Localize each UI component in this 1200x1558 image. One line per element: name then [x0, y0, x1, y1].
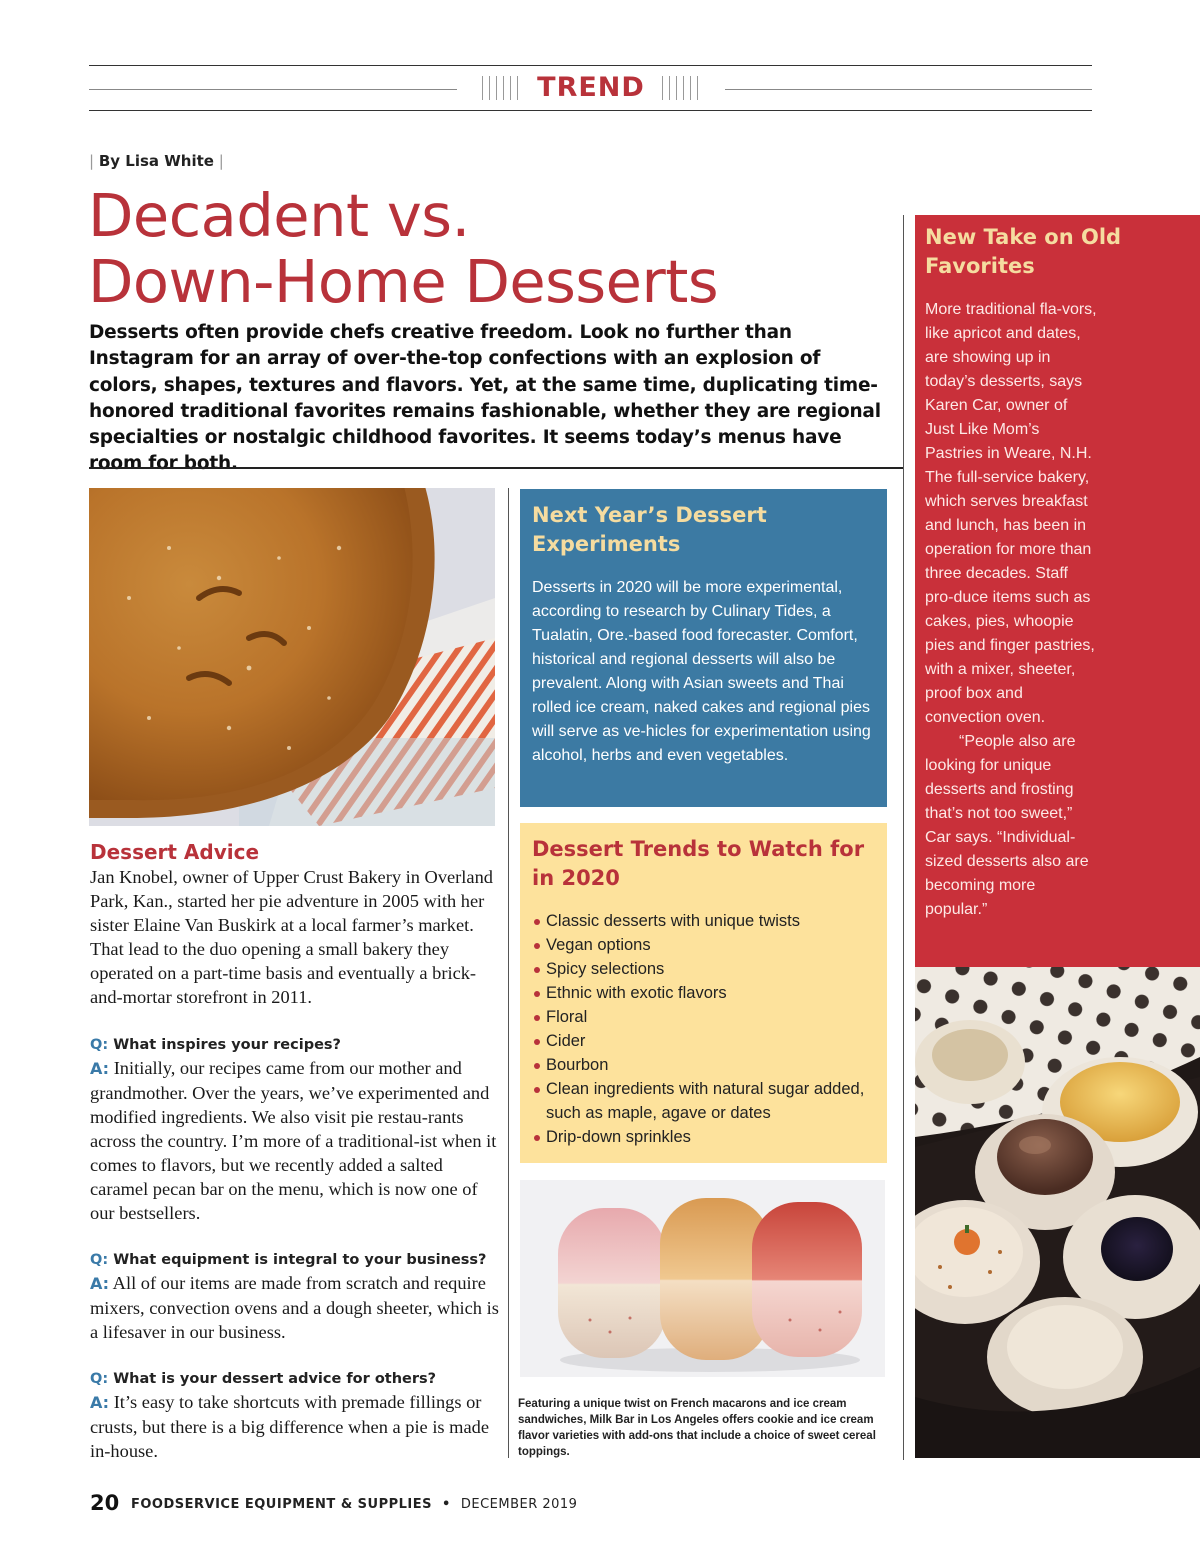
question: [90, 1034, 502, 1056]
question: [90, 1368, 502, 1390]
byline-text: By Lisa White: [98, 152, 214, 170]
list-item: Clean ingredients with natural sugar added, such as maple, agave or dates: [532, 1077, 875, 1125]
answer: [90, 1271, 502, 1344]
answer-text: It’s easy to take shortcuts with premade fillings or crusts, but there is a big difference when a pie is made in-house.: [90, 1392, 490, 1461]
header-ticks-left: [482, 76, 522, 100]
trends-list: [532, 909, 875, 1149]
header-bottom-rule: [89, 110, 1092, 111]
cupcake-photo: [915, 967, 1200, 1458]
separator-dot: •: [442, 1497, 451, 1512]
headline-line-2: Down-Home Desserts: [88, 247, 719, 316]
qa-item: [90, 1368, 502, 1463]
answer-text: All of our items are made from scratch and require mixers, convection ovens and a dough sheeter, which is a lifesaver in our business.: [90, 1273, 499, 1342]
sidebar-title: New Take on Old Favorites: [925, 225, 1122, 278]
sidebar-box: [915, 215, 1200, 967]
question-label: Q:: [90, 1371, 109, 1387]
experiments-box: [520, 489, 887, 807]
byline: | By Lisa White |: [89, 152, 224, 170]
photo-caption: Featuring a unique twist on French macarons and ice cream sandwiches, Milk Bar in Los Angeles offers cookie and ice cream flavor varieties with add-ons that include a choice of sweet cereal toppings.: [518, 1398, 876, 1458]
header-rule-left: [89, 89, 457, 90]
headline-line-1: Decadent vs.: [88, 181, 470, 250]
issue-date: DECEMBER 2019: [460, 1497, 578, 1512]
answer-label: A:: [90, 1274, 110, 1293]
column-rule: [508, 488, 509, 1458]
question: [90, 1249, 502, 1271]
headline: [88, 183, 888, 315]
list-item: Ethnic with exotic flavors: [532, 981, 875, 1005]
page-number: 20: [90, 1491, 120, 1515]
advice-title: Dessert Advice: [90, 840, 260, 864]
sidebar-text: [925, 298, 1100, 922]
experiments-text: Desserts in 2020 will be more experimental, according to research by Culinary Tides, a Tualatin, Ore.-based food forecaster. Comfort, historical and regional desserts will also be prevalent. Along with Asian sweets and Thai rolled ice cream, naked cakes and regional pies will serve as ve-hicles for experimentation using alcohol, herbs and even vegetables.: [532, 579, 871, 764]
list-item: Cider: [532, 1029, 875, 1053]
answer-text: Initially, our recipes came from our mother and grandmother. Over the years, we’ve experimented and modified ingredients. We also visit pie restau-rants across the country. I’m more of a traditional-ist when it comes to flavors, but we recently added a salted caramel pecan bar on the menu, which is now one of our bestsellers.: [90, 1058, 497, 1223]
answer-label: A:: [90, 1393, 110, 1412]
list-item: Floral: [532, 1005, 875, 1029]
pie-photo: [89, 488, 495, 826]
trends-box: [520, 823, 887, 1163]
question-text: What equipment is integral to your business?: [113, 1252, 487, 1268]
advice-intro: Jan Knobel, owner of Upper Crust Bakery in Overland Park, Kan., started her pie adventure in 2005 with her sister Elaine Van Buskirk at a local farmer’s market. That lead to the duo opening a small bakery they operated on a part-time basis and eventually a brick-and-mortar storefront in 2011.: [90, 867, 493, 1007]
header-rule-right: [725, 89, 1092, 90]
experiments-title: Next Year’s Dessert Experiments: [532, 503, 767, 556]
answer-label: A:: [90, 1059, 110, 1078]
macaron-photo: [520, 1180, 885, 1377]
list-item: Bourbon: [532, 1053, 875, 1077]
header-top-rule: [89, 65, 1092, 66]
question-label: Q:: [90, 1252, 109, 1268]
answer: [90, 1390, 502, 1463]
publication-name: FOODSERVICE EQUIPMENT & SUPPLIES: [131, 1497, 433, 1512]
sidebar-paragraph-2: “People also are looking for unique desserts and frosting that’s not too sweet,” Car says. “Individual-sized desserts also are becoming more popular.”: [925, 733, 1089, 918]
publication-line: [131, 1497, 577, 1512]
sidebar-rule: [903, 215, 904, 1460]
deck: Desserts often provide chefs creative freedom. Look no further than Instagram for an array of over-the-top confections with an explosion of colors, shapes, textures and flavors. Yet, at the same time, duplicating time-honored traditional favorites remains fashionable, whether they are regional specialties or nostalgic childhood favorites. It seems today’s menus have room for both.: [89, 322, 881, 475]
header-ticks-right: [662, 76, 702, 100]
question-text: What inspires your recipes?: [113, 1037, 341, 1053]
qa-item: [90, 1249, 502, 1344]
list-item: Drip-down sprinkles: [532, 1125, 875, 1149]
question-text: What is your dessert advice for others?: [113, 1371, 437, 1387]
list-item: Spicy selections: [532, 957, 875, 981]
trends-title: Dessert Trends to Watch for in 2020: [532, 837, 865, 890]
question-label: Q:: [90, 1037, 109, 1053]
section-label: TREND: [537, 72, 645, 103]
answer: [90, 1056, 502, 1225]
sidebar-paragraph-1: More traditional fla-vors, like apricot and dates, are showing up in today’s desserts, says Karen Car, owner of Just Like Mom’s Pastries in Weare, N.H. The full-service bakery, which serves breakfast and lunch, has been in operation for more than three decades. Staff pro-duce items such as cakes, pies, whoopie pies and finger pastries, with a mixer, sheeter, proof box and convection oven.: [925, 301, 1097, 726]
list-item: Classic desserts with unique twists: [532, 909, 875, 933]
deck-rule: [89, 467, 903, 469]
list-item: Vegan options: [532, 933, 875, 957]
qa-item: [90, 1034, 502, 1225]
